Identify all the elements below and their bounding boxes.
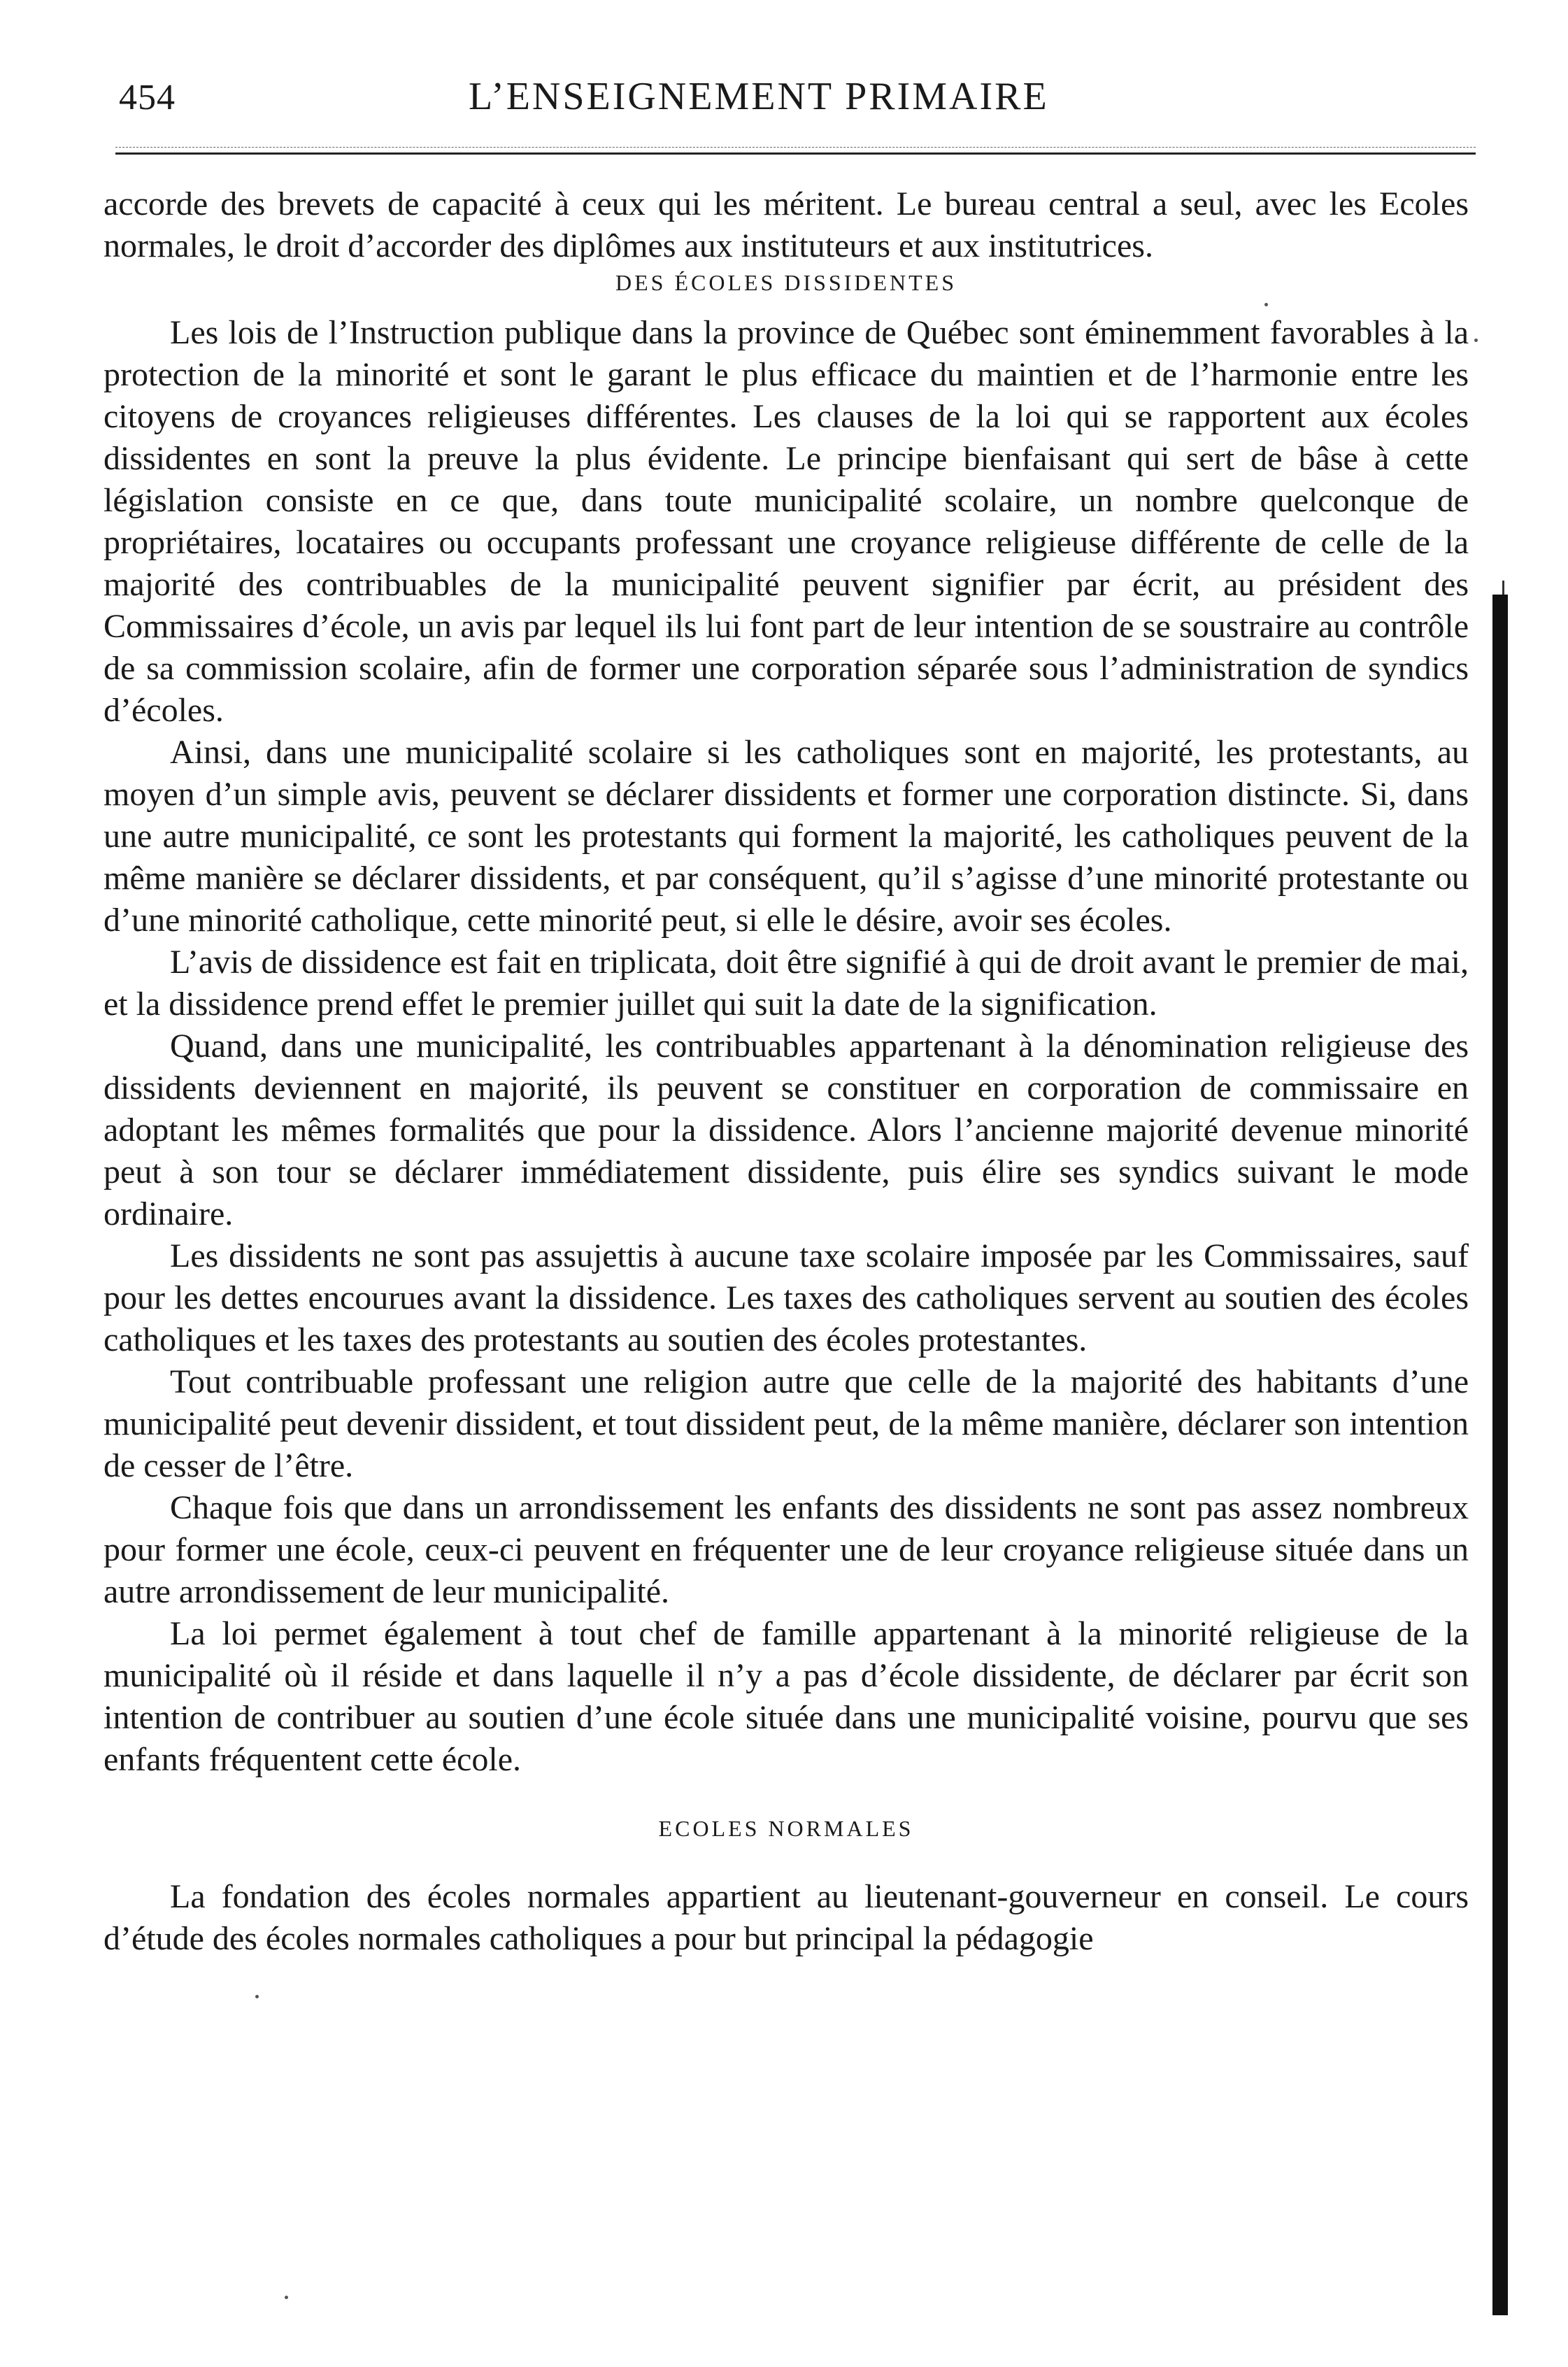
- running-title: L’ENSEIGNEMENT PRIMAIRE: [469, 75, 1049, 118]
- paragraph: Les lois de l’Instruction publique dans la province de Québec sont éminemment favorables à la protection de la minorité et sont le garant le plus efficace du maintien et de l’harmonie entre les citoyens de croyances religieuses différentes. Les clauses de la loi qui se rapportent aux écoles dissidentes en sont la preuve la plus évidente. Le principe bienfaisant qui sert de bâse à cette législation consiste en ce que, dans toute municipalité scolaire, un nombre quelconque de propriétaires, locataires ou occupants professant une croyance religieuse différente de celle de la majorité des contribuables de la municipalité peuvent signifier par écrit, au président des Commissaires d’école, un avis par lequel ils lui font part de leur intention de se soustraire au contrôle de sa commission scolaire, afin de former une corporation séparée sous l’administration de syndics d’écoles.: [104, 314, 1469, 729]
- page-header: [105, 70, 1476, 126]
- scan-speck: [255, 1995, 259, 1998]
- scan-speck: [1264, 303, 1268, 306]
- paragraph: Chaque fois que dans un arrondissement les enfants des dissidents ne sont pas assez nombreux pour former une école, ceux-ci peuvent en fréquenter une de leur croyance religieuse située dans un autre arrondissement de leur municipalité.: [104, 1489, 1469, 1610]
- page-number: 454: [119, 78, 176, 118]
- scan-speck: [1474, 339, 1478, 342]
- scan-binding-shadow: [1492, 595, 1508, 2315]
- header-rule: [115, 152, 1476, 155]
- paragraph: Tout contribuable professant une religion autre que celle de la majorité des habitants d’une municipalité peut devenir dissident, et tout dissident peut, de la même manière, déclarer son intention de cesser de l’être.: [104, 1363, 1469, 1484]
- body-text: [104, 183, 1469, 1960]
- section-heading-dissidentes: DES ÉCOLES DISSIDENTES: [615, 270, 957, 295]
- paragraph: L’avis de dissidence est fait en triplicata, doit être signifié à qui de droit avant le premier de mai, et la dissidence prend effet le premier juillet qui suit la date de la signification.: [104, 944, 1469, 1023]
- intro-paragraph: accorde des brevets de capacité à ceux qui les méritent. Le bureau central a seul, avec les Ecoles normales, le droit d’accorder des diplômes aux instituteurs et aux institutrices.: [104, 185, 1469, 264]
- header-rule-dashed: [115, 147, 1476, 148]
- paragraph: La loi permet également à tout chef de famille appartenant à la minorité religieuse de la municipalité où il réside et dans laquelle il n’y a pas d’école dissidente, de déclarer par écrit son intention de contribuer au soutien d’une école située dans une municipalité voisine, pourvu que ses enfants fréquentent cette école.: [104, 1615, 1469, 1778]
- section-heading-normales: ECOLES NORMALES: [658, 1816, 914, 1841]
- paragraph: Les dissidents ne sont pas assujettis à aucune taxe scolaire imposée par les Commissaires, sauf pour les dettes encourues avant la dissidence. Les taxes des catholiques servent au soutien des écoles catholiques et les taxes des protestants au soutien des écoles protestantes.: [104, 1237, 1469, 1358]
- paragraph: Ainsi, dans une municipalité scolaire si les catholiques sont en majorité, les protestants, au moyen d’un simple avis, peuvent se déclarer dissidents et former une corporation distincte. Si, dans une autre municipalité, ce sont les protestants qui forment la majorité, les catholiques peuvent de la même manière se déclarer dissidents, et par conséquent, qu’il s’agisse d’une minorité protestante ou d’une minorité catholique, cette minorité peut, si elle le désire, avoir ses écoles.: [104, 734, 1469, 939]
- paragraph: La fondation des écoles normales appartient au lieutenant-gouverneur en conseil. Le cours d’étude des écoles normales catholiques a pour but principal la pédagogie: [104, 1878, 1469, 1957]
- scan-speck: [285, 2296, 288, 2299]
- paragraph: Quand, dans une municipalité, les contribuables appartenant à la dénomination religieuse des dissidents deviennent en majorité, ils peuvent se constituer en corporation de commissaire en adoptant les mêmes formalités que pour la dissidence. Alors l’ancienne majorité devenue minorité peut à son tour se déclarer immédiatement dissidente, puis élire ses syndics suivant le mode ordinaire.: [104, 1028, 1469, 1232]
